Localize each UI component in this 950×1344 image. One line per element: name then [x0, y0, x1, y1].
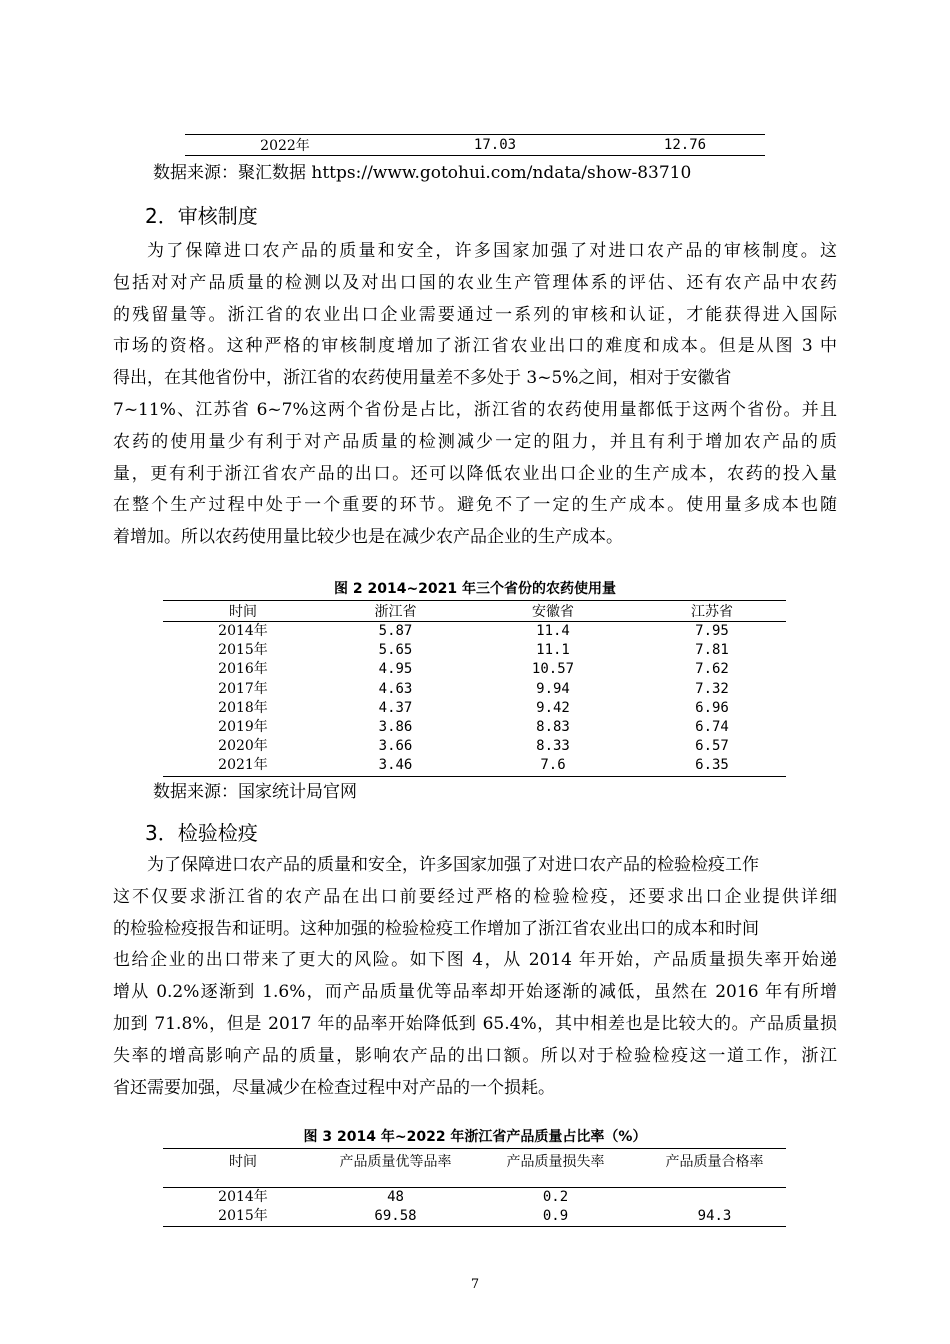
table-cell-year: 2016年	[218, 661, 268, 678]
table-cell: 7.81	[695, 642, 729, 659]
text-line: 失率的增高影响产品的质量，影响农产品的出口额。所以对于检验检疫这一道工作，浙江	[113, 1045, 837, 1066]
table-cell: 7.6	[540, 757, 566, 774]
table-header-row	[163, 601, 786, 622]
table-cell: 4.95	[378, 661, 413, 678]
column-header: 产品质量优等品率	[323, 1149, 468, 1188]
table-cell: 7.62	[695, 661, 729, 678]
text-line: 着增加。所以农药使用量比较少也是在减少农产品企业的生产成本。	[113, 527, 623, 548]
table-cell-year: 2017年	[218, 680, 268, 697]
table-cell: 8.33	[536, 738, 570, 755]
table-cell: 94.3	[697, 1208, 732, 1224]
text-line: 包括对对产品质量的检测以及对出口国的农业生产管理体系的评估、还有农产品中农药	[113, 272, 837, 293]
table-cell-year: 2020年	[218, 738, 268, 755]
table-cell: 11.1	[536, 642, 570, 659]
section-heading: 3．检验检疫	[145, 821, 258, 845]
text-line: 省还需要加强，尽量减少在检查过程中对产品的一个损耗。	[113, 1077, 555, 1098]
table-cell: 4.37	[378, 699, 413, 716]
column-header: 江苏省	[638, 601, 786, 622]
text-line: 加到 71.8%，但是 2017 年的品率开始降低到 65.4%，其中相差也是比较大的。产品质量损	[113, 1013, 837, 1034]
text-line: 为了保障进口农产品的质量和安全，许多国家加强了对进口农产品的审核制度。这	[147, 241, 837, 261]
text-line: 农药的使用量少有利于对产品质量的检测减少一定的阻力，并且有利于增加农产品的质	[113, 431, 837, 452]
table-cell-year: 2019年	[218, 719, 268, 736]
column-header: 时间	[163, 601, 323, 622]
table-cell: 5.65	[378, 642, 413, 659]
table-row	[163, 622, 786, 642]
text-line: 的残留量等。浙江省的农业出口企业需要通过一系列的审核和认证，才能获得进入国际	[113, 304, 837, 325]
table-cell: 3.46	[378, 757, 413, 774]
table-cell: 48	[387, 1189, 404, 1205]
table-cell: 7.95	[695, 623, 729, 640]
table-cell: 6.35	[695, 757, 729, 774]
column-header: 时间	[163, 1149, 323, 1188]
table-cell: 5.87	[378, 623, 413, 640]
table-row	[163, 1207, 786, 1227]
column-header: 浙江省	[323, 601, 468, 622]
table-cell: 4.63	[378, 680, 413, 697]
product-quality-table	[163, 1148, 786, 1227]
text-line: 也给企业的出口带来了更大的风险。如下图 4，从 2014 年开始，产品质量损失率开始递	[113, 950, 837, 971]
table-row	[163, 660, 786, 679]
text-line: 量，更有利于浙江省农产品的出口。还可以降低农业出口企业的生产成本，农药的投入量	[113, 463, 837, 484]
text-line: 的检验检疫报告和证明。这种加强的检验检疫工作增加了浙江省农业出口的成本和时间	[113, 918, 759, 939]
table-cell: 11.4	[536, 623, 570, 640]
previous-table-tail	[185, 134, 765, 156]
table-cell-year: 2015年	[218, 642, 268, 659]
column-header: 产品质量损失率	[468, 1149, 643, 1188]
text-line: 市场的资格。这种严格的审核制度增加了浙江省农业出口的难度和成本。但是从图 3 中	[113, 336, 837, 357]
table-cell: 3.86	[378, 719, 413, 736]
table-header-row	[163, 1149, 786, 1188]
text-line: 得出，在其他省份中，浙江省的农药使用量差不多处于 3~5%之间，相对于安徽省	[113, 368, 732, 389]
table-caption: 图 2 2014~2021 年三个省份的农药使用量	[333, 581, 617, 597]
text-line: 7~11%、江苏省 6~7%这两个省份是占比，浙江省的农药使用量都低于这两个省份。并且	[113, 399, 837, 420]
table-cell-year: 2015年	[218, 1208, 268, 1224]
table-row	[163, 737, 786, 756]
table-row	[163, 680, 786, 699]
table-cell-year: 2022年	[260, 138, 310, 154]
table-cell: 69.58	[374, 1208, 417, 1224]
section-heading: 2．审核制度	[145, 204, 258, 228]
page-number: 7	[470, 1277, 480, 1292]
table-cell: 3.66	[378, 738, 413, 755]
data-source-note: 数据来源：聚汇数据 https://www.gotohui.com/ndata/show-83710	[153, 163, 692, 183]
table-row	[185, 135, 765, 155]
text-line: 为了保障进口农产品的质量和安全，许多国家加强了对进口农产品的检验检疫工作	[147, 855, 759, 875]
paragraph	[113, 236, 837, 554]
table-cell: 8.83	[536, 719, 570, 736]
table-row	[163, 756, 786, 776]
table-row	[163, 1188, 786, 1208]
table-cell-year: 2014年	[218, 1189, 268, 1205]
table-cell: 12.76	[663, 137, 707, 153]
table-cell-year: 2021年	[218, 757, 268, 774]
column-header: 安徽省	[468, 601, 638, 622]
table-cell-year: 2014年	[218, 623, 268, 640]
table-row	[163, 641, 786, 660]
text-line: 这不仅要求浙江省的农产品在出口前要经过严格的检验检疫，还要求出口企业提供详细	[113, 886, 837, 907]
table-cell: 0.9	[542, 1208, 569, 1224]
pesticide-usage-table	[163, 600, 786, 777]
table-cell: 6.74	[695, 719, 729, 736]
table-row	[163, 718, 786, 737]
table-cell: 9.42	[536, 699, 570, 716]
text-line: 在整个生产过程中处于一个重要的环节。避免不了一定的生产成本。使用量多成本也随	[113, 495, 837, 516]
table-cell: 9.94	[536, 680, 570, 697]
table-cell: 17.03	[473, 137, 517, 153]
data-source-note: 数据来源：国家统计局官网	[153, 782, 357, 802]
table-row	[163, 699, 786, 718]
table-cell-year: 2018年	[218, 699, 268, 716]
table-cell	[643, 1188, 786, 1208]
column-header: 产品质量合格率	[643, 1149, 786, 1188]
table-cell: 10.57	[531, 661, 575, 678]
table-cell: 0.2	[542, 1189, 569, 1205]
table-caption: 图 3 2014 年~2022 年浙江省产品质量占比率（%）	[303, 1129, 647, 1145]
table-cell: 6.57	[695, 738, 729, 755]
paragraph	[113, 850, 837, 1104]
table-cell: 6.96	[695, 699, 729, 716]
table-cell: 7.32	[695, 680, 729, 697]
text-line: 增从 0.2%逐渐到 1.6%，而产品质量优等品率却开始逐渐的减低，虽然在 2016 年有所增	[113, 982, 837, 1003]
